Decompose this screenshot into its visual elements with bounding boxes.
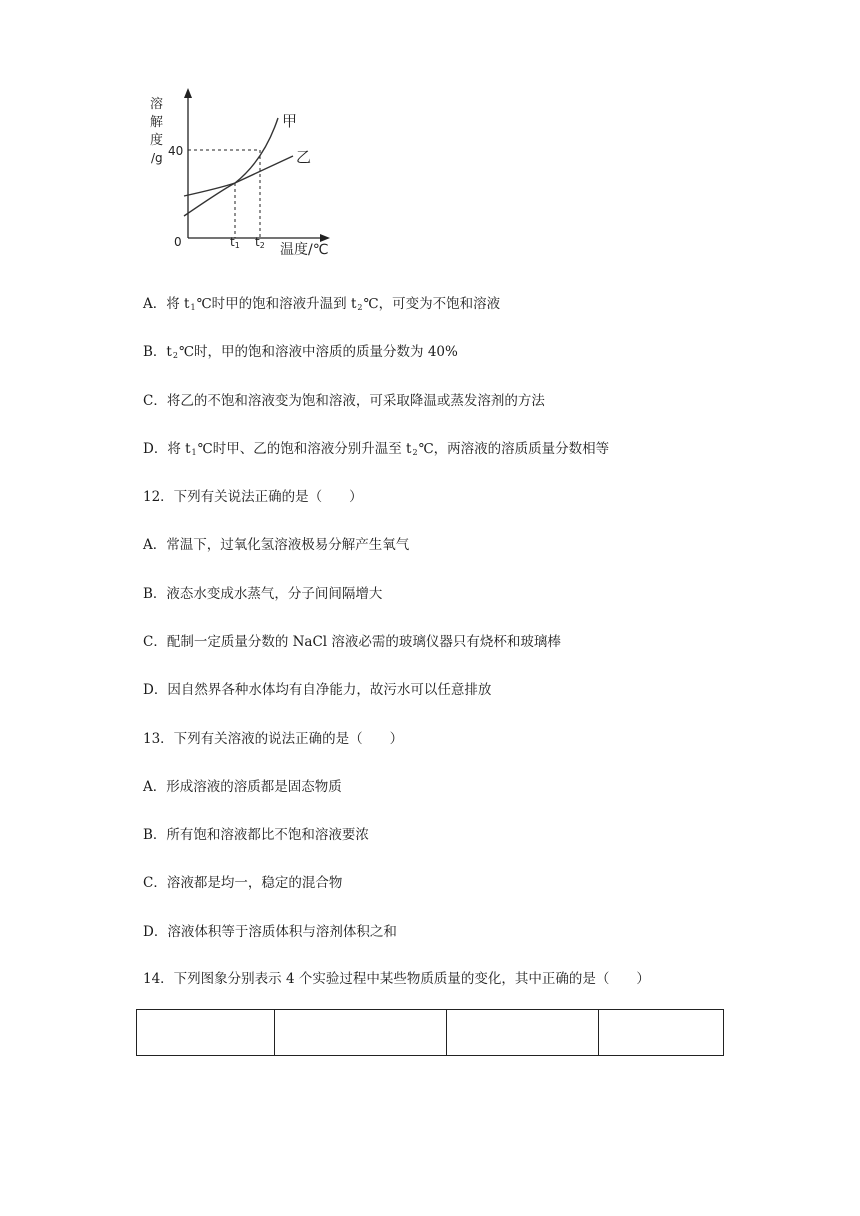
q12-option-d: D．因自然界各种水体均有自净能力，故污水可以任意排放 [143,682,492,698]
q13-option-b: B．所有饱和溶液都比不饱和溶液要浓 [143,827,369,843]
y-axis-label-1: 溶 [150,97,164,112]
y-axis-label-2: 解 [150,115,164,130]
y-axis-arrow [184,88,192,98]
q14-stem: 14．下列图象分别表示 4 个实验过程中某些物质质量的变化，其中正确的是（ ） [143,971,650,987]
x-axis-label: 温度/℃ [280,242,329,258]
q11-option-c: C．将乙的不饱和溶液变为饱和溶液，可采取降温或蒸发溶剂的方法 [143,393,545,409]
x-axis-arrow [320,234,330,242]
curve-jia [184,118,278,216]
table-cell-4 [599,1010,724,1056]
curve-yi [184,156,293,196]
solubility-chart-svg [140,86,340,266]
q13-option-d: D．溶液体积等于溶质体积与溶剂体积之和 [143,924,397,940]
y-tick-40: 40 [168,144,184,158]
y-axis-label-4: /g [151,151,163,165]
q11-option-b: B．$t_2℃$时，甲的饱和溶液中溶质的质量分数为 40% [143,344,458,360]
q12-option-a: A．常温下，过氧化氢溶液极易分解产生氧气 [143,537,410,553]
q12-option-c: C．配制一定质量分数的 NaCl 溶液必需的玻璃仪器只有烧杯和玻璃棒 [143,634,561,650]
table-row [137,1010,724,1056]
q13-option-c: C．溶液都是均一，稳定的混合物 [143,875,343,891]
curve-jia-label: 甲 [282,112,298,130]
table-cell-1 [137,1010,275,1056]
solubility-chart [140,86,340,266]
q13-stem: 13．下列有关溶液的说法正确的是（ ） [143,731,404,747]
t1-label: t1 [230,235,240,250]
table-cell-2 [275,1010,447,1056]
table-cell-3 [447,1010,599,1056]
q12-stem: 12．下列有关说法正确的是（ ） [143,489,363,505]
y-axis-label-3: 度 [150,133,164,148]
q11-option-d: D．将 $t_1℃$时甲、乙的饱和溶液分别升温至 $t_2℃$，两溶液的溶质质量分数相等 [143,441,610,457]
q12-option-b: B．液态水变成水蒸气，分子间间隔增大 [143,586,383,602]
q13-option-a: A．形成溶液的溶质都是固态物质 [143,779,342,795]
origin-label: 0 [174,235,182,249]
t2-label: t2 [255,235,265,250]
q14-options-table [136,1009,724,1056]
curve-yi-label: 乙 [296,148,312,166]
q11-option-a: A．将 $t_1℃$时甲的饱和溶液升温到 $t_2℃$，可变为不饱和溶液 [143,296,501,312]
